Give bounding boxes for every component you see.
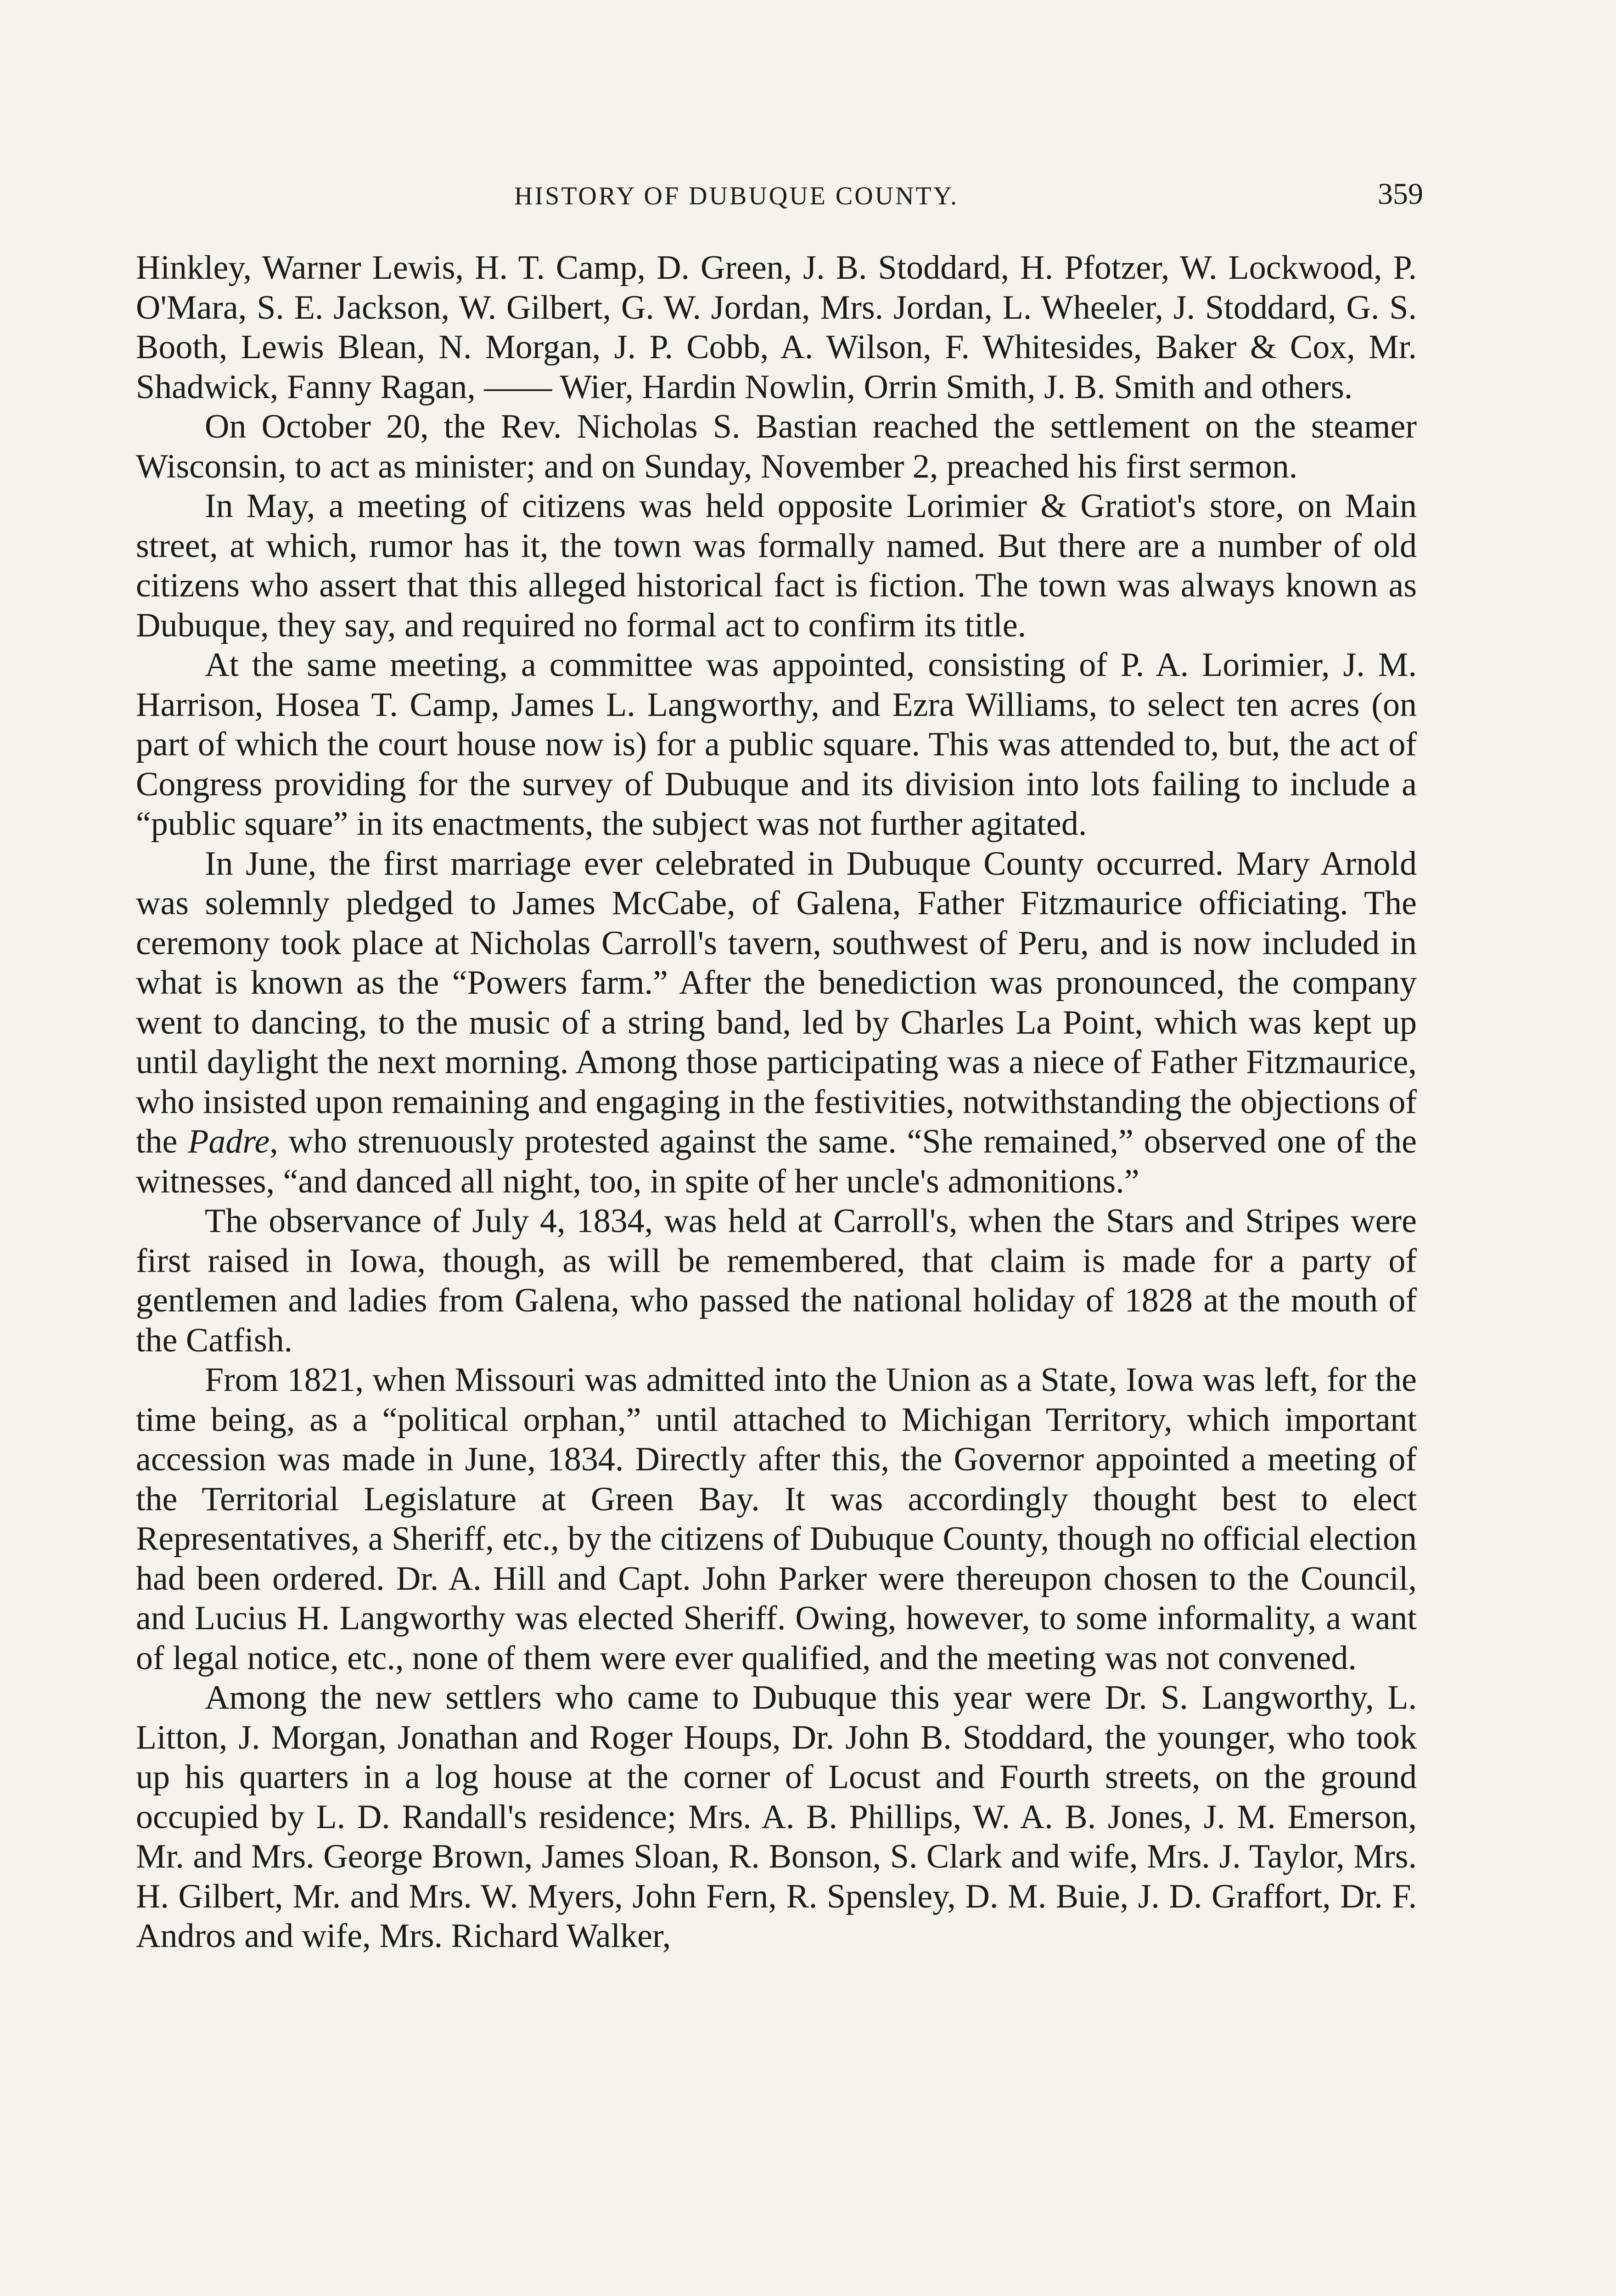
- paragraph: Among the new settlers who came to Dubuque this year were Dr. S. Langworthy, L. Litton, J. Morgan, Jonathan and Roger Houps, Dr. John B. Stoddard, the younger, who took up his quarters in a log house at the corner of Locust and Fourth streets, on the ground occupied by L. D. Randall's residence; Mrs. A. B. Phillips, W. A. B. Jones, J. M. Emerson, Mr. and Mrs. George Brown, James Sloan, R. Bonson, S. Clark and wife, Mrs. J. Taylor, Mrs. H. Gilbert, Mr. and Mrs. W. Myers, John Fern, R. Spensley, D. M. Buie, J. D. Graffort, Dr. F. Andros and wife, Mrs. Richard Walker,: [136, 1679, 1417, 1955]
- paragraph: In May, a meeting of citizens was held opposite Lorimier & Gratiot's store, on Main street, at which, rumor has it, the town was formally named. But there are a number of old citizens who assert that this alleged historical fact is fiction. The town was always known as Dubuque, they say, and required no formal act to confirm its title.: [136, 487, 1417, 644]
- running-title: HISTORY OF DUBUQUE COUNTY.: [514, 182, 959, 210]
- paragraph: At the same meeting, a committee was appointed, consisting of P. A. Lorimier, J. M. Harrison, Hosea T. Camp, James L. Langworthy, and Ezra Williams, to select ten acres (on part of which the court house now is) for a public square. This was attended to, but, the act of Congress providing for the survey of Dubuque and its division into lots failing to include a “public square” in its enactments, the subject was not further agitated.: [136, 646, 1417, 843]
- italic-word: Padre: [188, 1123, 270, 1160]
- paragraph-text: In June, the first marriage ever celebrated in Dubuque County occurred. Mary Arnold was solemnly pledged to James McCabe, of Galena, Father Fitzmaurice officiating. The ceremony took place at Nicholas Carroll's tavern, southwest of Peru, and is now included in what is known as the “Powers farm.” After the benediction was pronounced, the company went to dancing, to the music of a string band, led by Charles La Point, which was kept up until daylight the next morning. Among those participating was a niece of Father Fitzmaurice, who insisted upon remaining and engaging in the festivities, notwithstanding the objections of the: [136, 844, 1417, 1160]
- paragraph: On October 20, the Rev. Nicholas S. Bastian reached the settlement on the steamer Wisconsin, to act as minister; and on Sunday, November 2, preached his first sermon.: [136, 408, 1417, 485]
- page-number: 359: [1378, 177, 1423, 211]
- paragraph: Hinkley, Warner Lewis, H. T. Camp, D. Green, J. B. Stoddard, H. Pfotzer, W. Lockwood, P. O'Mara, S. E. Jackson, W. Gilbert, G. W. Jordan, Mrs. Jordan, L. Wheeler, J. Stoddard, G. S. Booth, Lewis Blean, N. Morgan, J. P. Cobb, A. Wilson, F. Whitesides, Baker & Cox, Mr. Shadwick, Fanny Ragan, —— Wier, Hardin Nowlin, Orrin Smith, J. B. Smith and others.: [136, 249, 1417, 406]
- body-text: [136, 248, 1417, 1956]
- paragraph: From 1821, when Missouri was admitted into the Union as a State, Iowa was left, for the time being, as a “political orphan,” until attached to Michigan Territory, which important accession was made in June, 1834. Directly after this, the Governor appointed a meeting of the Territorial Legislature at Green Bay. It was accordingly thought best to elect Representatives, a Sheriff, etc., by the citizens of Dubuque County, though no official election had been ordered. Dr. A. Hill and Capt. John Parker were thereupon chosen to the Council, and Lucius H. Langworthy was elected Sheriff. Owing, however, to some informality, a want of legal notice, etc., none of them were ever qualified, and the meeting was not convened.: [136, 1361, 1417, 1677]
- paragraph-text: , who strenuously protested against the same. “She remained,” observed one of the witnesses, “and danced all night, too, in spite of her uncle's admonitions.”: [136, 1123, 1417, 1200]
- paragraph: [136, 844, 1417, 1202]
- paragraph: The observance of July 4, 1834, was held at Carroll's, when the Stars and Stripes were first raised in Iowa, though, as will be remembered, that claim is made for a party of gentlemen and ladies from Galena, who passed the national holiday of 1828 at the mouth of the Catfish.: [136, 1202, 1417, 1359]
